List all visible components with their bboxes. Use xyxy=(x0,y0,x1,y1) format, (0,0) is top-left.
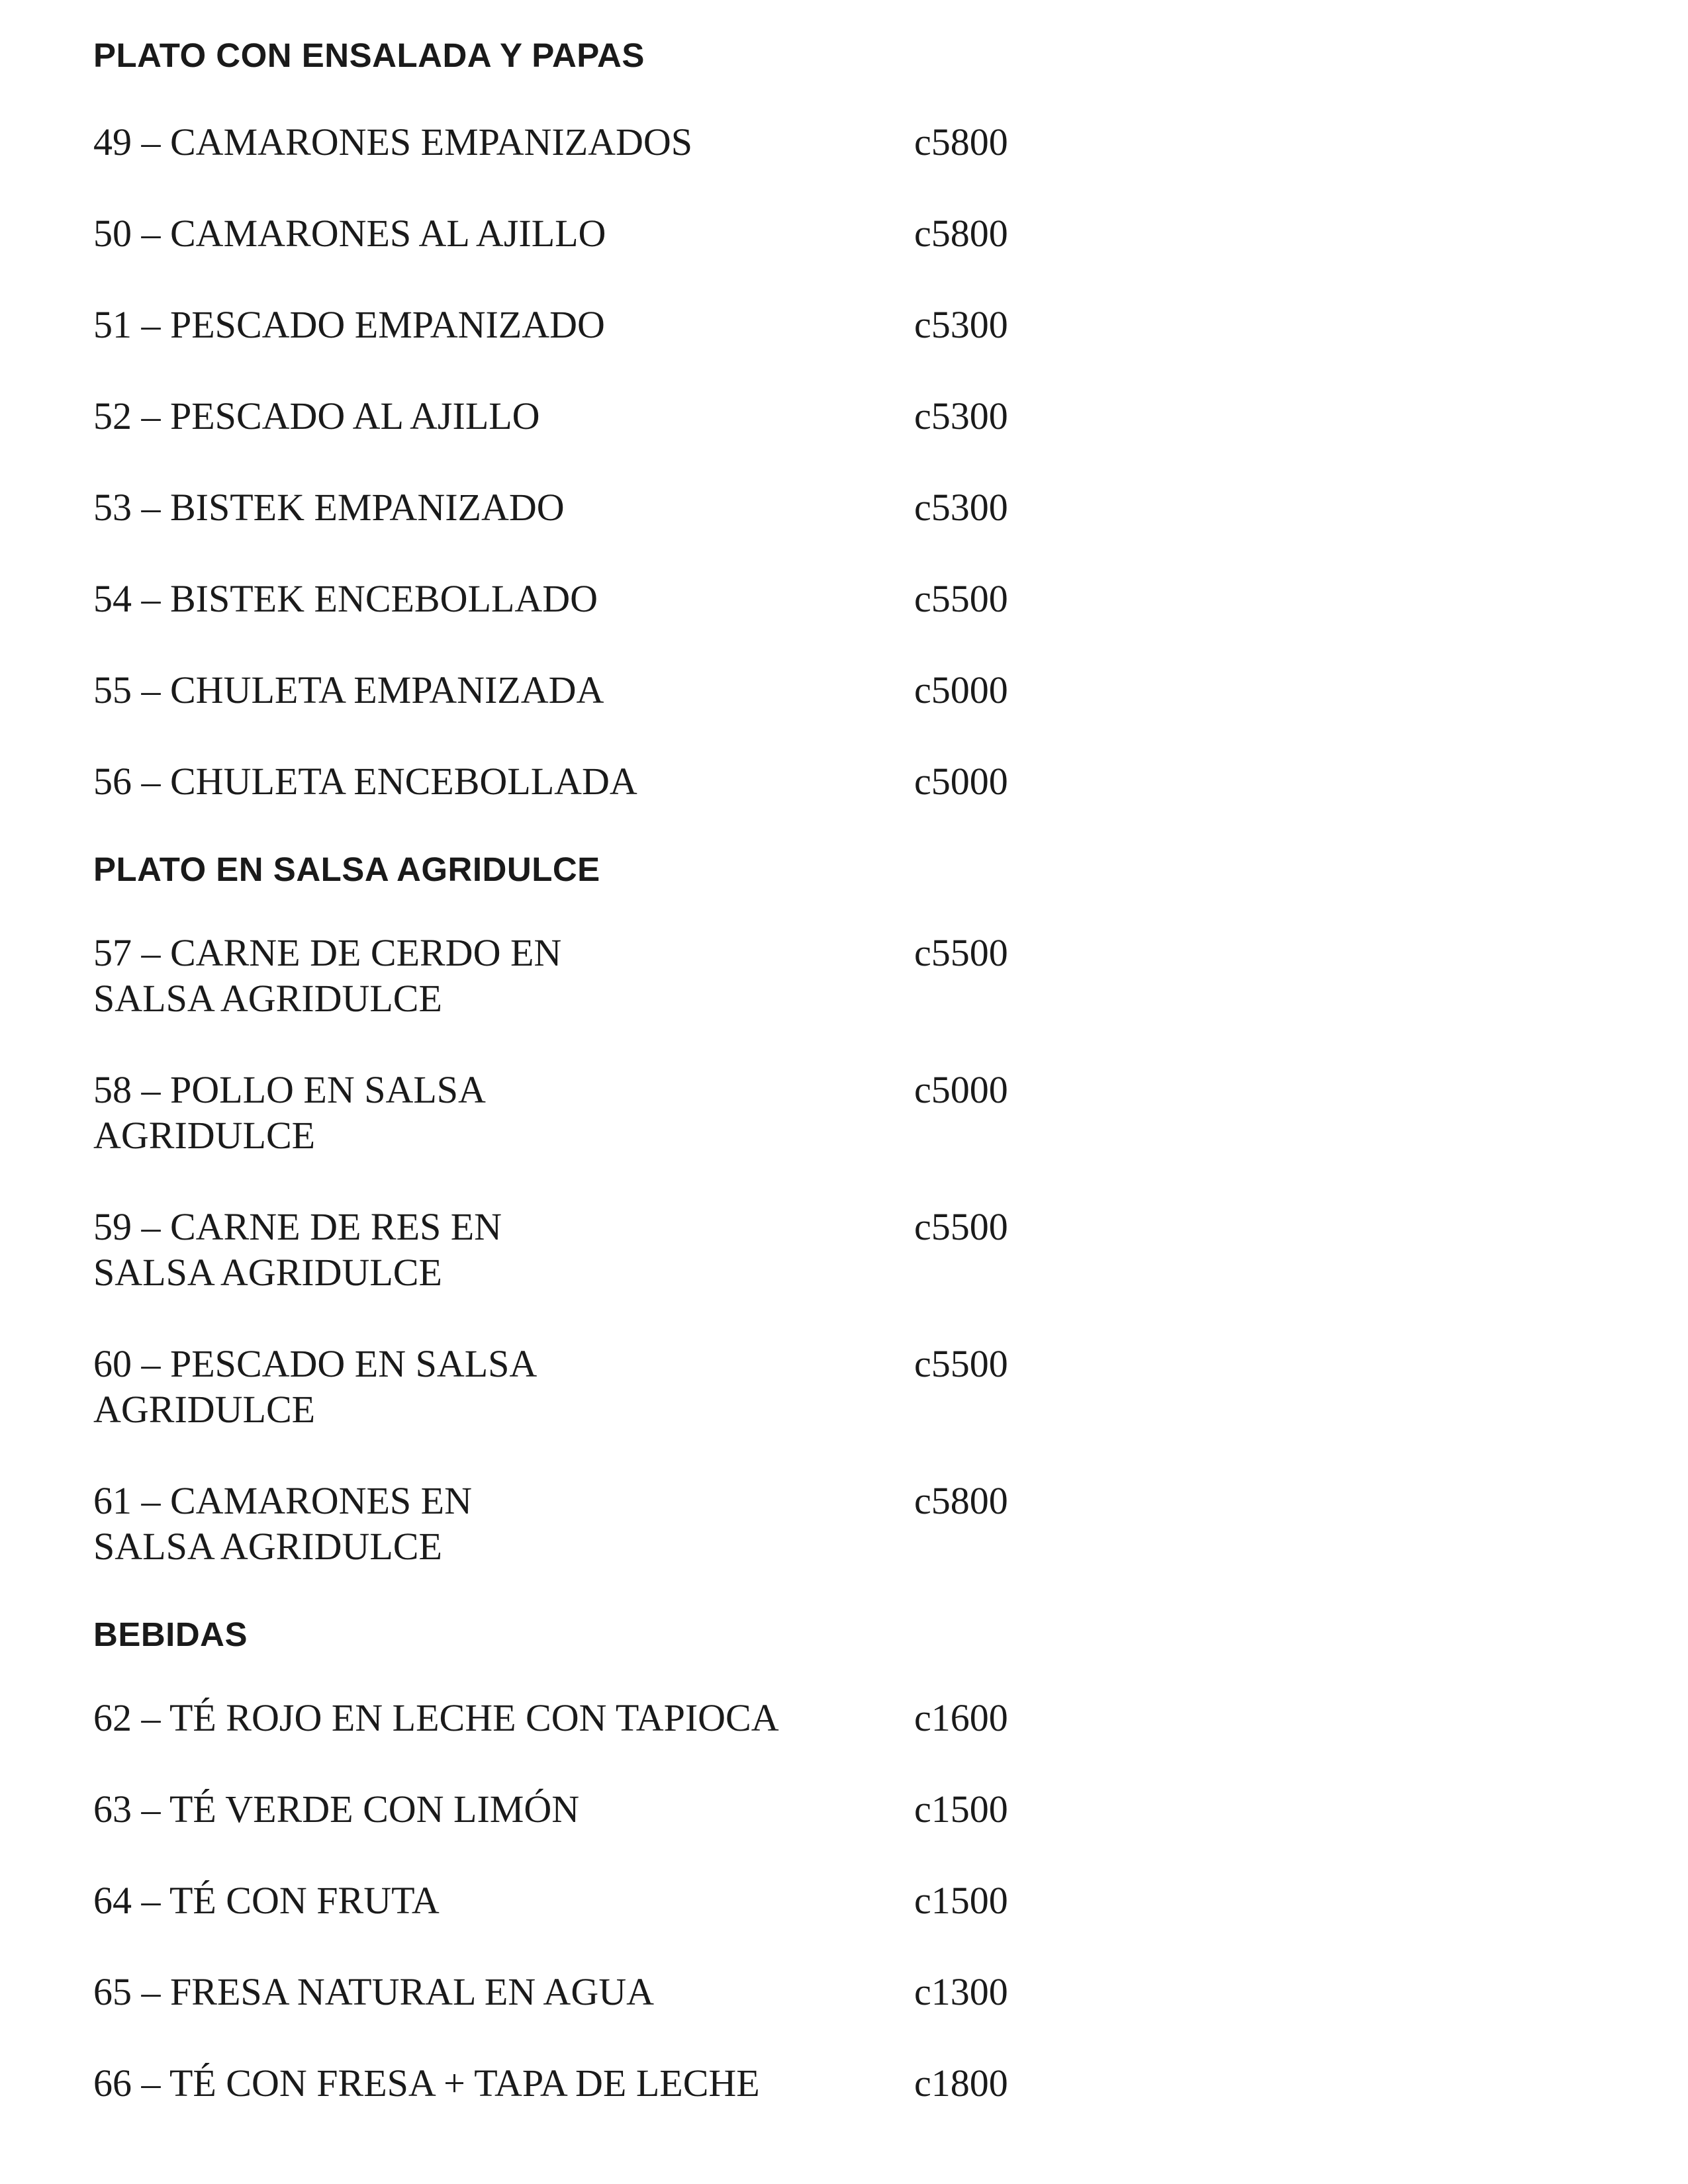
item-name-line: 59 – CARNE DE RES EN xyxy=(93,1205,502,1248)
item-name xyxy=(93,930,821,1021)
section-heading-plato-con-ensalada: PLATO CON ENSALADA Y PAPAS xyxy=(93,36,645,74)
item-price: c5300 xyxy=(914,394,1008,437)
item-price: c5500 xyxy=(914,931,1008,974)
section-heading-bebidas: BEBIDAS xyxy=(93,1615,248,1653)
item-name: 52 – PESCADO AL AJILLO xyxy=(93,394,540,437)
section-heading-plato-en-salsa-agridulce: PLATO EN SALSA AGRIDULCE xyxy=(93,850,600,888)
item-price: c5000 xyxy=(914,760,1008,803)
item-price: c5500 xyxy=(914,577,1008,620)
item-name: 53 – BISTEK EMPANIZADO xyxy=(93,486,565,529)
item-name xyxy=(93,1478,821,1569)
item-price: c5000 xyxy=(914,668,1008,711)
item-name-line: 61 – CAMARONES EN xyxy=(93,1479,472,1522)
item-name-line: 57 – CARNE DE CERDO EN xyxy=(93,931,562,974)
item-name xyxy=(93,1341,821,1432)
item-name-line: SALSA AGRIDULCE xyxy=(93,977,442,1020)
item-price: c5500 xyxy=(914,1342,1008,1385)
item-price: c1500 xyxy=(914,1879,1008,1922)
item-name: 50 – CAMARONES AL AJILLO xyxy=(93,212,606,255)
item-name: 49 – CAMARONES EMPANIZADOS xyxy=(93,120,693,163)
item-price: c1500 xyxy=(914,1788,1008,1831)
item-price: c5800 xyxy=(914,212,1008,255)
item-name: 63 – TÉ VERDE CON LIMÓN xyxy=(93,1788,580,1831)
item-name-line: 58 – POLLO EN SALSA xyxy=(93,1068,486,1111)
item-price: c1800 xyxy=(914,2062,1008,2105)
item-name: 65 – FRESA NATURAL EN AGUA xyxy=(93,1970,654,2013)
menu-page xyxy=(93,0,1616,2184)
item-name: 62 – TÉ ROJO EN LECHE CON TAPIOCA xyxy=(93,1696,779,1739)
item-name-line: AGRIDULCE xyxy=(93,1114,316,1157)
item-price: c5800 xyxy=(914,1479,1008,1522)
item-name-line: AGRIDULCE xyxy=(93,1388,316,1431)
item-price: c5000 xyxy=(914,1068,1008,1111)
item-price: c1300 xyxy=(914,1970,1008,2013)
item-name: 51 – PESCADO EMPANIZADO xyxy=(93,303,605,346)
item-name-line: 60 – PESCADO EN SALSA xyxy=(93,1342,538,1385)
item-price: c5300 xyxy=(914,303,1008,346)
item-price: c1600 xyxy=(914,1696,1008,1739)
item-name: 54 – BISTEK ENCEBOLLADO xyxy=(93,577,598,620)
item-price: c5300 xyxy=(914,486,1008,529)
item-name: 66 – TÉ CON FRESA + TAPA DE LECHE xyxy=(93,2062,760,2105)
item-name: 55 – CHULETA EMPANIZADA xyxy=(93,668,604,711)
item-name-line: SALSA AGRIDULCE xyxy=(93,1525,442,1568)
item-name xyxy=(93,1204,821,1295)
item-name xyxy=(93,1067,821,1158)
item-name: 64 – TÉ CON FRUTA xyxy=(93,1879,440,1922)
item-price: c5800 xyxy=(914,120,1008,163)
item-name: 56 – CHULETA ENCEBOLLADA xyxy=(93,760,637,803)
item-name-line: SALSA AGRIDULCE xyxy=(93,1251,442,1294)
item-price: c5500 xyxy=(914,1205,1008,1248)
